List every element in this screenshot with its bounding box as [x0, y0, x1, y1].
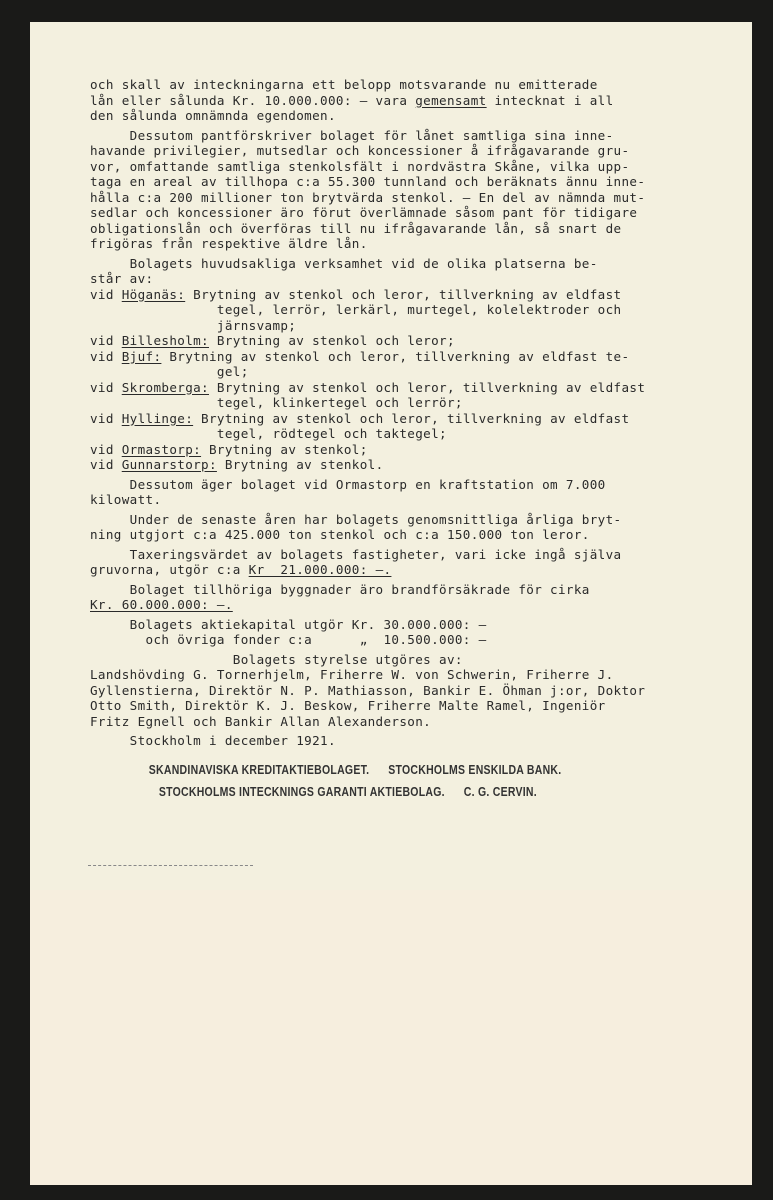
text-segment: Bolagets huvudsakliga verksamhet vid de olika platserna be- [90, 255, 598, 271]
text-segment: hålla c:a 200 millioner ton brytvärda stenkol. – En del av nämnda mut- [90, 189, 646, 205]
text-line [90, 77, 700, 93]
text-line [90, 582, 700, 598]
text-line [90, 128, 700, 144]
text-line [90, 256, 700, 272]
underlined-text: Kr. 60.000.000: –. [90, 597, 233, 612]
text-segment: Brytning av stenkol och leror, tillverkning av eldfast [185, 286, 622, 302]
text-line [90, 477, 700, 493]
text-segment: Brytning av stenkol. [216, 457, 384, 472]
underlined-text: Skromberga: [121, 379, 209, 395]
text-line [90, 442, 700, 458]
text-segment: och skall av inteckningarna ett belopp motsvarande nu emitterade [90, 77, 598, 92]
text-line [90, 380, 700, 396]
text-line [90, 714, 700, 730]
text-line [90, 349, 700, 365]
text-segment: vid [90, 410, 122, 426]
underlined-text: Höganäs: [121, 286, 186, 302]
text-segment: lån eller sålunda Kr. 10.000.000: – vara [90, 92, 416, 108]
text-segment: Under de senaste åren har bolagets genomsnittliga årliga bryt- [90, 511, 622, 527]
text-segment: gel; [90, 364, 249, 379]
text-line [90, 547, 700, 563]
text-line [90, 159, 700, 175]
underlined-text: Ormastorp: [121, 441, 202, 457]
text-line [90, 287, 700, 303]
text-segment: obligationslån och överföras till nu ifrågavarande lån, så snart de [90, 220, 622, 236]
text-line [90, 617, 700, 633]
text-line [90, 143, 700, 159]
text-line [90, 395, 700, 411]
text-line [90, 93, 700, 109]
text-segment: intecknat i all [486, 92, 614, 108]
text-segment: tegel, lerrör, lerkärl, murtegel, kolelektroder och [90, 302, 622, 317]
text-segment: kilowatt. [90, 492, 162, 507]
text-line [90, 205, 700, 221]
text-line [90, 597, 700, 613]
text-segment: Brytning av stenkol och leror, tillverkning av eldfast [209, 379, 646, 395]
text-segment: järnsvamp; [90, 317, 297, 333]
text-line [90, 271, 700, 287]
text-line [90, 457, 700, 473]
text-line [90, 632, 700, 648]
folded-paper-strip [30, 890, 752, 1185]
text-segment: Bolaget tillhöriga byggnader äro brandförsäkrade för cirka [90, 581, 590, 597]
text-segment: Brytning av stenkol och leror, tillverkning av eldfast te- [161, 348, 630, 364]
text-segment: frigöras från respektive äldre lån. [90, 236, 368, 251]
text-line [90, 174, 700, 190]
text-segment: vid [90, 379, 122, 395]
text-line [90, 318, 700, 334]
text-segment: tegel, rödtegel och taktegel; [90, 426, 447, 441]
text-segment: Dessutom äger bolaget vid Ormastorp en kraftstation om 7.000 [90, 476, 606, 492]
text-line [90, 698, 700, 714]
text-line [90, 562, 700, 578]
text-line [90, 411, 700, 427]
text-segment: havande privilegier, mutsedlar och koncessioner å ifrågavarande gru- [90, 143, 630, 158]
underlined-text: Hyllinge: [121, 410, 194, 426]
text-segment: taga en areal av tillhopa c:a 55.300 tunnland och beräknats ännu inne- [90, 174, 646, 189]
underlined-text: Gunnarstorp: [121, 457, 217, 472]
text-segment: Gyllenstierna, Direktör N. P. Mathiasson, Bankir E. Öhman j:or, Doktor [90, 682, 646, 698]
text-line [90, 302, 700, 318]
document-page [30, 22, 752, 1185]
text-segment: vid [90, 333, 122, 348]
text-segment: den sålunda omnämnda egendomen. [90, 108, 336, 123]
text-line [90, 426, 700, 442]
text-line [90, 108, 700, 124]
text-segment: sedlar och koncessioner äro förut överlämnade såsom pant för tidigare [90, 205, 638, 220]
text-segment: ning utgjort c:a 425.000 ton stenkol och c:a 150.000 ton leror. [90, 527, 590, 542]
text-segment: vor, omfattande samtliga stenkolsfält i nordvästra Skåne, vilka upp- [90, 158, 630, 174]
text-segment: tegel, klinkertegel och lerrör; [90, 395, 463, 410]
text-line [90, 333, 700, 349]
underlined-text: Billesholm: [121, 333, 209, 348]
text-line [90, 364, 700, 380]
text-segment: Bolagets aktiekapital utgör Kr. 30.000.000: – [90, 616, 487, 632]
text-line [90, 733, 700, 749]
signatory-line: SKANDINAVISKA KREDITAKTIEBOLAGET. STOCKHOLMS ENSKILDA BANK. [148, 762, 562, 777]
divider-line [88, 865, 253, 866]
text-segment: Bolagets styrelse utgöres av: [90, 651, 463, 667]
text-line [90, 190, 700, 206]
text-segment: Brytning av stenkol; [201, 441, 368, 457]
text-segment: Dessutom pantförskriver bolaget för lånet samtliga sina inne- [90, 127, 614, 143]
text-segment: gruvorna, utgör c:a [90, 562, 249, 577]
text-segment: vid [90, 286, 122, 302]
text-segment: Stockholm i december 1921. [90, 733, 336, 748]
text-segment: Brytning av stenkol och leror; [209, 333, 455, 348]
underlined-text: Kr 21.000.000: –. [248, 562, 392, 577]
text-segment: vid [90, 457, 122, 472]
text-line [90, 683, 700, 699]
text-line [90, 652, 700, 668]
text-segment: Otto Smith, Direktör K. J. Beskow, Friherre Malte Ramel, Ingeniör [90, 698, 606, 713]
text-segment: vid [90, 441, 122, 457]
text-line [90, 527, 700, 543]
text-segment: vid [90, 348, 122, 364]
text-line [90, 236, 700, 252]
text-segment: står av: [90, 271, 154, 286]
text-segment: Brytning av stenkol och leror, tillverkning av eldfast [193, 410, 630, 426]
underlined-text: Bjuf: [121, 348, 162, 364]
text-line [90, 667, 700, 683]
text-segment: Landshövding G. Tornerhjelm, Friherre W. von Schwerin, Friherre J. [90, 667, 614, 682]
text-line [90, 221, 700, 237]
underlined-text: gemensamt [415, 92, 487, 108]
text-segment: Fritz Egnell och Bankir Allan Alexanderson. [90, 713, 432, 729]
text-line [90, 492, 700, 508]
text-segment: och övriga fonder c:a „ 10.500.000: – [90, 632, 487, 647]
text-segment: Taxeringsvärdet av bolagets fastigheter, vari icke ingå själva [90, 546, 622, 562]
signatory-line: STOCKHOLMS INTECKNINGS GARANTI AKTIEBOLAG. C. G. CERVIN. [158, 784, 537, 799]
document-body [90, 77, 700, 803]
text-line [90, 512, 700, 528]
